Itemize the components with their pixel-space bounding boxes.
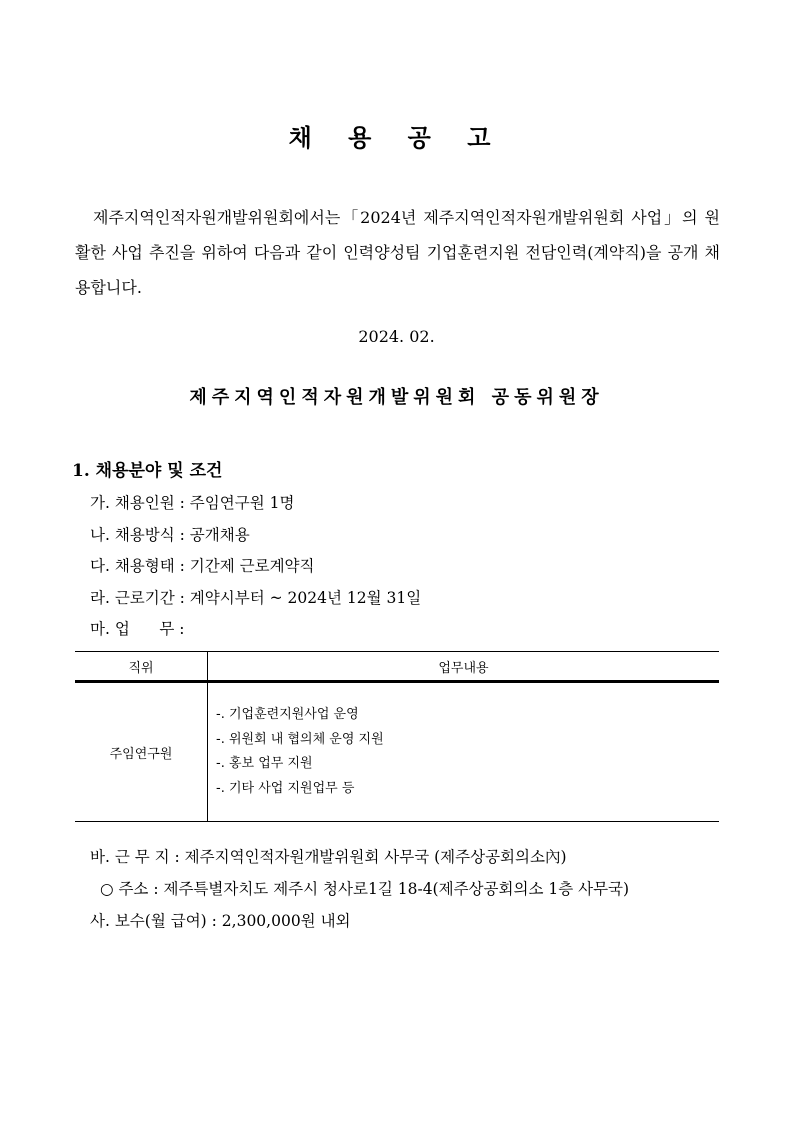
duty-item: -. 기타 사업 지원업무 등 bbox=[216, 780, 355, 796]
list-item-employment-type: 다. 채용형태 : 기간제 근로계약직 bbox=[90, 557, 315, 575]
list-item-address: ○ 주소 : 제주특별자치도 제주시 청사로1길 18-4(제주상공회의소 1층 사무국) bbox=[100, 880, 630, 898]
condition-list-continued bbox=[90, 841, 629, 937]
intro-paragraph: 제주지역인적자원개발위원회에서는「2024년 제주지역인적자원개발위원회 사업」의 원활한 사업 추진을 위하여 다음과 같이 인력양성팀 기업훈련지원 전담인력(계약직)을 공개 채용합니다. bbox=[75, 208, 720, 297]
duty-item: -. 위원회 내 협의체 운영 지원 bbox=[216, 731, 384, 747]
page-title: 채 용 공 고 bbox=[288, 124, 505, 152]
list-item-work-period: 라. 근로기간 : 계약시부터 ~ 2024년 12월 31일 bbox=[90, 588, 422, 607]
list-item-workplace: 바. 근 무 지 : 제주지역인적자원개발위원회 사무국 (제주상공회의소內) bbox=[90, 848, 567, 866]
section-heading: 1. 채용분야 및 조건 bbox=[72, 461, 223, 481]
table-cell-duties bbox=[208, 682, 720, 822]
list-item-hiring-method: 나. 채용방식 : 공개채용 bbox=[90, 525, 250, 544]
announcement-date: 2024. 02. bbox=[358, 327, 435, 346]
table-row bbox=[75, 682, 719, 822]
table-cell-position: 주임연구원 bbox=[75, 682, 208, 822]
table-header-duties: 업무내용 bbox=[208, 652, 720, 682]
list-item-duties: 마. 업 무 : bbox=[90, 620, 185, 638]
list-item-salary: 사. 보수(월 급여) : 2,300,000원 내외 bbox=[90, 912, 351, 930]
issuer-organization: 제주지역인적자원개발위원회 공동위원장 bbox=[189, 387, 604, 408]
table-header-position: 직위 bbox=[75, 652, 208, 682]
duty-item: -. 기업훈련지원사업 운영 bbox=[216, 707, 359, 722]
condition-list bbox=[90, 488, 421, 646]
duty-table bbox=[75, 651, 719, 822]
list-item-headcount: 가. 채용인원 : 주임연구원 1명 bbox=[90, 494, 295, 512]
duty-item: -. 홍보 업무 지원 bbox=[216, 756, 313, 771]
